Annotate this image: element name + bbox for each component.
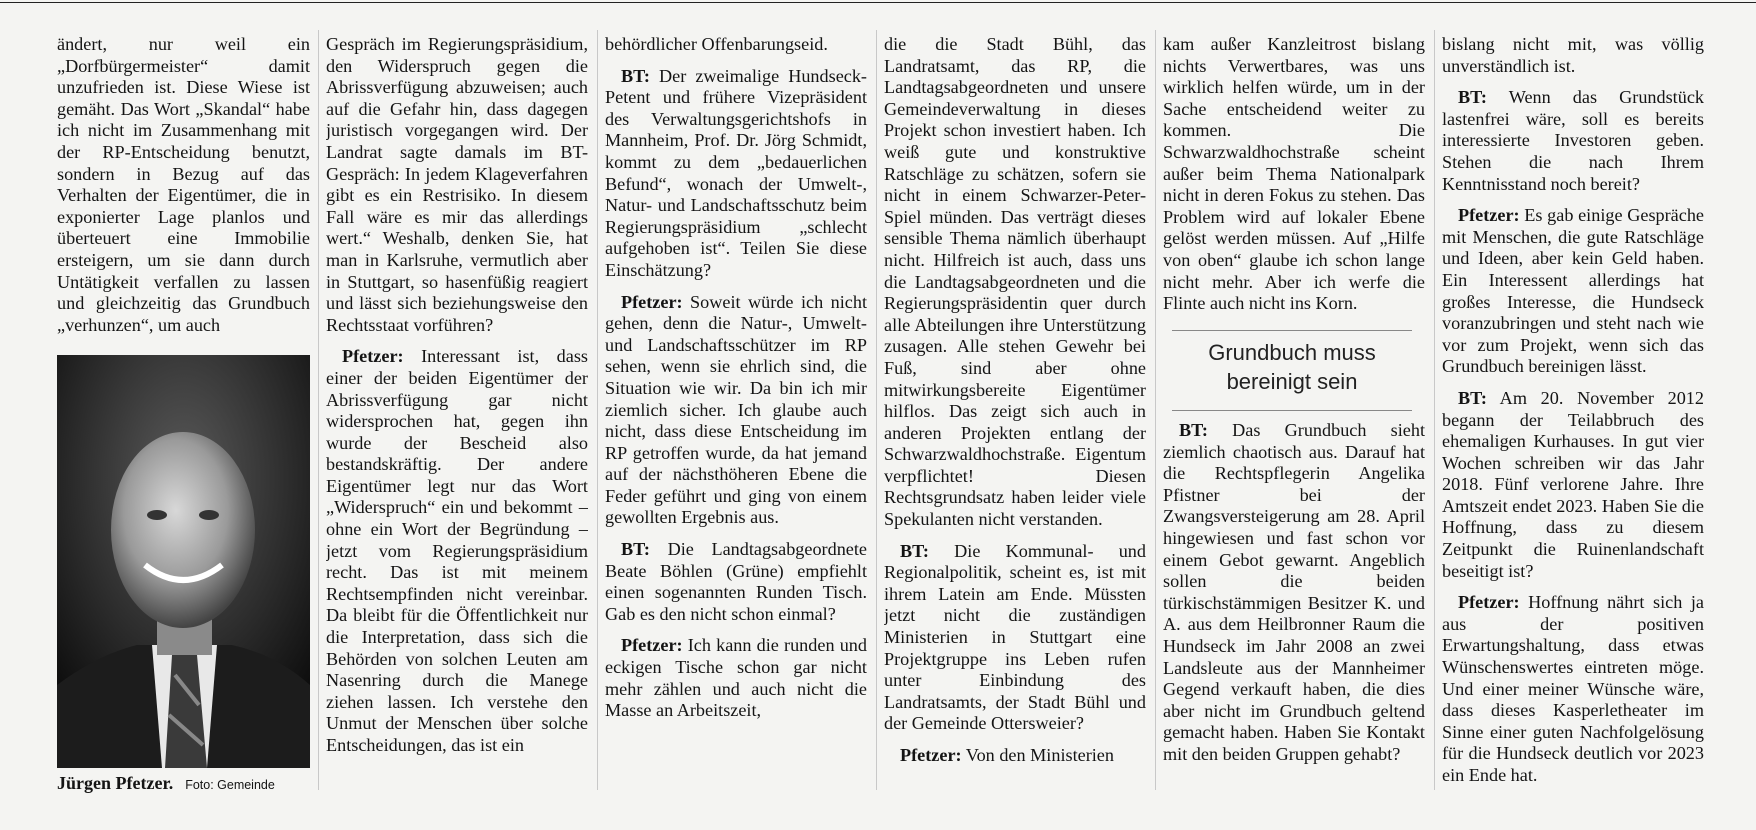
col2-paragraph-2 [326, 346, 588, 756]
column-2 [326, 34, 588, 808]
answer-text: Soweit würde ich nicht gehen, denn die Natur-, Umwelt- und Landschaftsschützer im RP sehen, wenn sie ehrlich sind, die Situation wie wir. Da bin ich mir ziemlich sicher. Ich glaube auch nicht, dass diese Entscheidung im RP getroffen wurde, da hat jemand auf der nächsthöheren Ebene die Feder geführt und ging von einem gewollten Ergebnis aus. [605, 291, 867, 528]
answer-text: Hoffnung nährt sich ja aus der positiven Erwartungshaltung, dass etwas Wünschenswertes eintreten möge. Und einer meiner Wünsche wäre, dass dieses Kasperletheater im Sinne einer guten Nachfolgelösung für die Hundseck deutlich vor 2023 ein Ende hat. [1442, 592, 1704, 785]
speaker-label: Pfetzer: [342, 346, 404, 367]
column-divider [597, 30, 598, 790]
caption-credit: Foto: Gemeinde [185, 778, 275, 792]
portrait-image [57, 355, 310, 768]
col5-paragraph-2 [1163, 420, 1425, 766]
answer-text: Ich kann die runden und eckigen Tische schon gar nicht mehr zählen und auch nicht die Masse an Arbeitszeit, [605, 635, 867, 721]
column-6 [1442, 34, 1704, 808]
col1-paragraph: ändert, nur weil ein „Dorfbürgermeister“ damit unzufrieden ist. Diese Wiese ist gemäht. Das Wort „Skandal“ habe ich nicht im Zusammenhang mit der RP-Entscheidung benutzt, sondern in Bezug auf das Verhalten der Eigentümer, die in exponierter Lage planlos und überteuert eine Immobilie ersteigern, um sie dann durch Untätigkeit verfallen zu lassen und gleichzeitig das Grundbuch „verhunzen“, um auch [57, 34, 310, 334]
col6-paragraph-3 [1442, 205, 1704, 378]
column-3 [605, 34, 867, 808]
column-divider [1434, 30, 1435, 790]
headline-rule [1172, 410, 1412, 411]
question-text: Die Kommunal- und Regionalpolitik, scheint es, ist mit ihrem Latein am Ende. Müssten jetzt nicht die zuständigen Ministerien in Stuttgart eine Projektgruppe ins Leben rufen unter Einbindung des Landratsamts, der Stadt Bühl und der Gemeinde Ottersweier? [884, 540, 1146, 734]
speaker-label: BT: [900, 540, 929, 561]
question-text: Das Grundbuch sieht ziemlich chaotisch aus. Darauf hat die Rechtspflegerin Angelika Pfistner bei der Zwangsversteigerung am 28. April hingewiesen und fast schon vor einem Gebot gewarnt. Angeblich sollen die beiden türkischstämmigen Besitzer K. und A. aus dem Heilbronner Raum die Hundseck im Jahr 2008 an zwei Landsleute aus der Mannheimer Gegend verkauft haben, die dies aber nicht im Grundbuch geltend gemacht haben. Haben Sie Kontakt mit den beiden Gruppen gehabt? [1163, 420, 1425, 764]
answer-text: Interessant ist, dass einer der beiden Eigentümer der Abrissverfügung gar nicht widersprochen hat, gegen ihn wurde der Bescheid also bestandskräftig. Der andere Eigentümer legt nur das Wort „Widerspruch“ ein und bekommt – ohne ein Wort der Begründung – jetzt vom Regierungspräsidium recht. Das ist mit meinem Rechtsempfinden nicht vereinbar. Da bleibt für die Öffentlichkeit nur die Interpretation, dass sich die Behörden von solchen Leuten am Nasenring durch die Manege ziehen lassen. Ich verstehe den Unmut der Menschen über solche Entscheidungen, das ist ein [326, 346, 588, 755]
col4-paragraph-3 [884, 745, 1146, 767]
speaker-label: Pfetzer: [621, 291, 683, 312]
speaker-label: BT: [621, 65, 650, 86]
speaker-label: BT: [621, 539, 650, 560]
col6-paragraph-1: bislang nicht mit, was völlig unverständlich ist. [1442, 34, 1704, 76]
col3-paragraph-3 [605, 292, 867, 530]
speaker-label: Pfetzer: [1458, 205, 1520, 226]
col6-paragraph-2 [1442, 87, 1704, 195]
question-text: Wenn das Grundstück lastenfrei wäre, soll es bereits interessierte Investoren geben. Stehen die nach Ihrem Kenntnisstand noch bereit? [1442, 87, 1704, 194]
col4-paragraph-1: die die Stadt Bühl, das Landratsamt, das RP, die Landtagsabgeordneten und unsere Gemeindeverwaltung in dieses Projekt schon investiert haben. Ich weiß gute und konstruktive Ratschläge zu schätzen, sofern sie nicht in einem Schwarzer-Peter-Spiel münden. Das verträgt dieses sensible Thema nämlich überhaupt nicht. Hilfreich ist auch, dass uns die Landtagsabgeordneten und die Regierungspräsidentin quer durch alle Abteilungen ihre Unterstützung zusagen. Alle stehen Gewehr bei Fuß, sind aber ohne mitwirkungsbereite Eigentümer hilflos. Das zeigt sich auch in anderen Projekten entlang der Schwarzwaldhochstraße. Eigentum verpflichtet! Diesen Rechtsgrundsatz haben leider viele Spekulanten nicht verstanden. [884, 34, 1146, 530]
question-text: Die Landtagsabgeordnete Beate Böhlen (Grüne) empfiehlt einen sogenannten Runden Tisch. Gab es den nicht schon einmal? [605, 539, 867, 624]
question-text: Der zweimalige Hundseck-Petent und frühere Vizepräsident des Verwaltungsgerichtshofs in Mannheim, Prof. Dr. Jörg Schmidt, kommt zu dem „bedauerlichen Befund“, wonach der Umwelt-, Natur- und Landschaftsschutz beim Regierungspräsidium „schlecht aufgehoben ist“. Teilen Sie diese Einschätzung? [605, 65, 867, 280]
column-divider [876, 30, 877, 790]
photo-caption [57, 773, 317, 794]
col6-paragraph-5 [1442, 592, 1704, 786]
col6-paragraph-4 [1442, 388, 1704, 582]
col4-paragraph-2 [884, 541, 1146, 735]
column-divider [1155, 30, 1156, 790]
subheadline: Grundbuch muss bereinigt sein [1208, 340, 1376, 394]
answer-text: Es gab einige Gespräche mit Menschen, die gute Ratschläge und Ideen, aber kein Geld haben. Ein Interessent allerdings hat großes Interesse, die Hundseck voranzubringen und steht nach wie vor zum Projekt, wenn sich das Grundbuch bereinigen lässt. [1442, 205, 1704, 377]
column-5-bottom [1163, 420, 1425, 808]
column-5-top [1163, 34, 1425, 326]
col3-paragraph-1: behördlicher Offenbarungseid. [605, 34, 828, 54]
speaker-label: BT: [1458, 87, 1487, 108]
question-text: Am 20. November 2012 begann der Teilabbruch des ehemaligen Kurhauses. In gut vier Wochen schreiben wir das Jahr 2018. Fünf verlorene Jahre. Ihre Amtszeit endet 2023. Haben Sie die Hoffnung, dass zu diesem Zeitpunkt die Ruinenlandschaft beseitigt ist? [1442, 387, 1704, 581]
headline-rule [1172, 330, 1412, 331]
answer-text: Von den Ministerien [961, 745, 1114, 765]
speaker-label: BT: [1179, 420, 1208, 440]
column-4 [884, 34, 1146, 808]
speaker-label: Pfetzer: [621, 635, 683, 656]
speaker-label: BT: [1458, 387, 1487, 408]
column-divider [318, 30, 319, 790]
col3-paragraph-2 [605, 66, 867, 282]
speaker-label: Pfetzer: [900, 745, 962, 765]
speaker-label: Pfetzer: [1458, 592, 1520, 613]
portrait-photo [57, 355, 310, 768]
caption-name: Jürgen Pfetzer. [57, 773, 174, 793]
top-rule [0, 2, 1756, 3]
column-1 [57, 34, 310, 334]
col3-paragraph-5 [605, 635, 867, 721]
col5-paragraph-1: kam außer Kanzleitrost bislang nichts Verwertbares, was uns wirklich helfen würde, um in der Sache entscheidend weiter zu kommen. Die Schwarzwaldhochstraße scheint außer beim Thema Nationalpark nicht in deren Fokus zu stehen. Das Problem wird auf lokaler Ebene gelöst werden müssen. Auf „Hilfe von oben“ glaube ich schon lange nicht mehr. Aber ich werfe die Flinte auch nicht ins Korn. [1163, 34, 1425, 314]
col2-paragraph-1: Gespräch im Regierungspräsidium, den Widerspruch gegen die Abrissverfügung abzuweisen; auch auf die Gefahr hin, dass dagegen juristisch vorgegangen wird. Der Landrat sagte damals im BT-Gespräch: In jedem Klageverfahren gibt es ein Restrisiko. In diesem Fall wäre es mir das allerdings wert.“ Weshalb, denken Sie, hat man in Karlsruhe, vermutlich aber in Stuttgart, so hasenfüßig reagiert und lässt sich beziehungsweise den Rechtsstaat vorführen? [326, 34, 588, 335]
col3-paragraph-4 [605, 539, 867, 625]
